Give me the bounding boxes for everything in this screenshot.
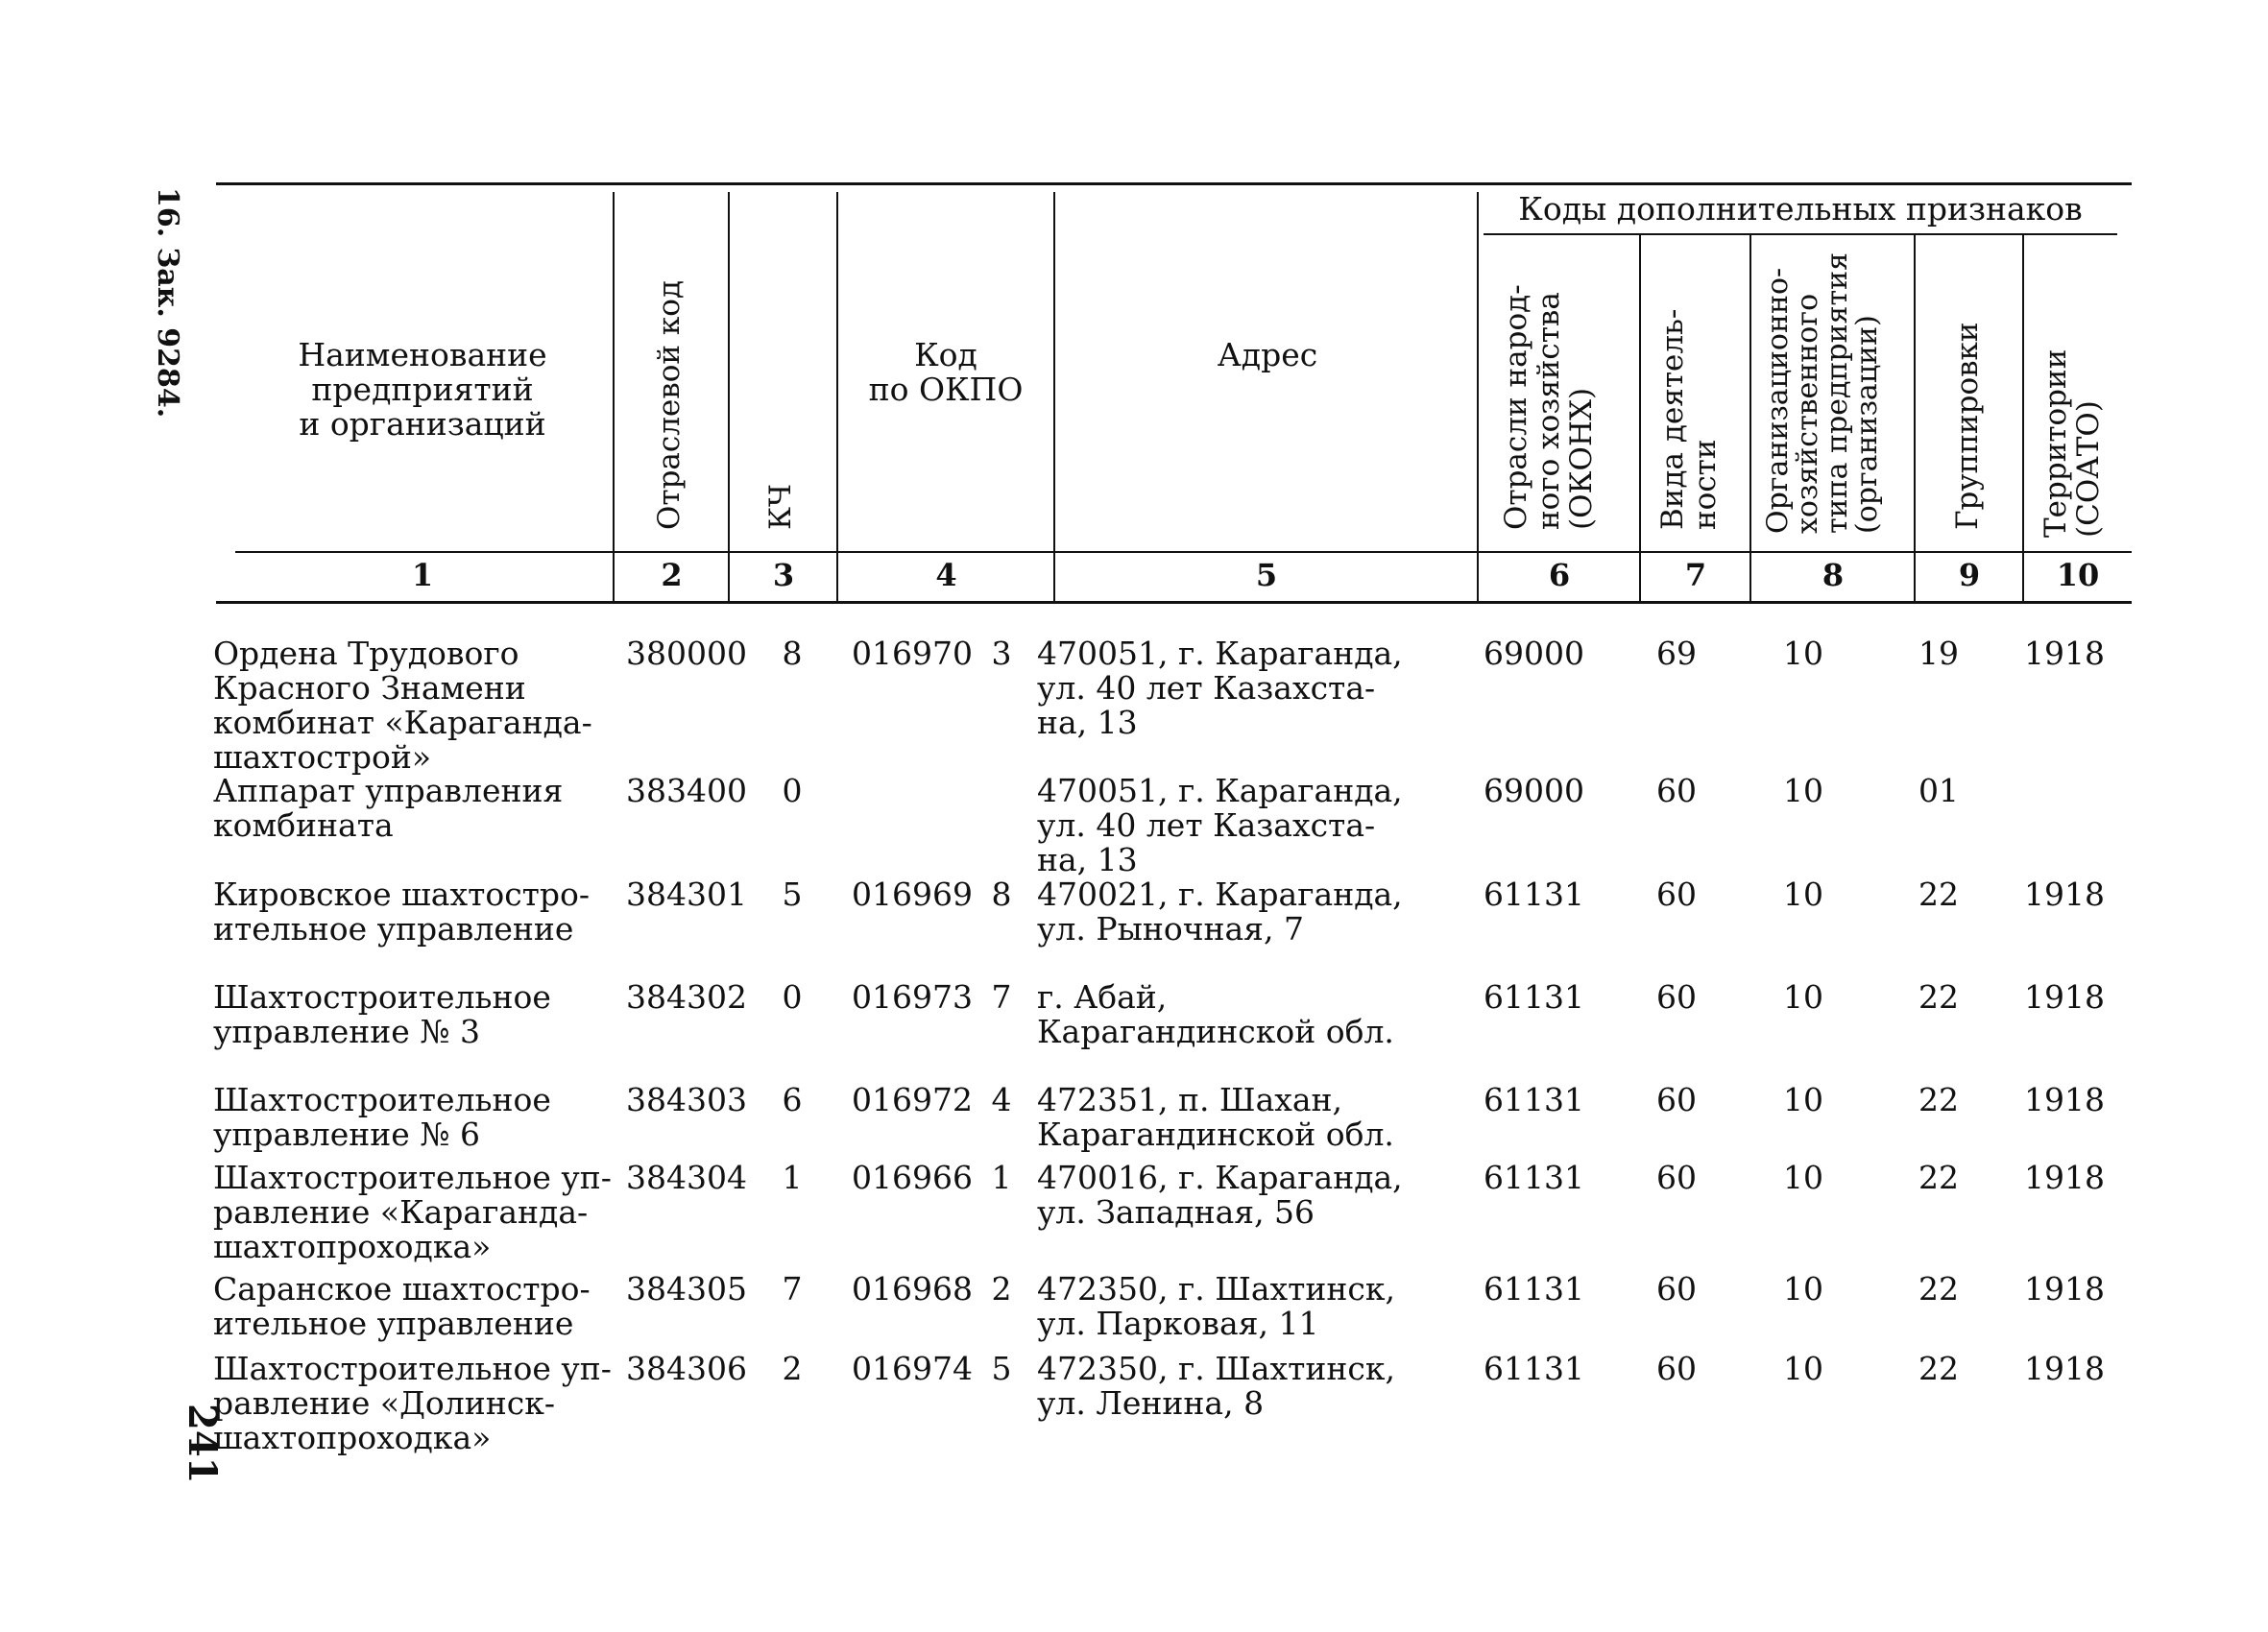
activity-code: 60: [1656, 1270, 1697, 1308]
okpo-check-digit: 2: [991, 1270, 1012, 1308]
header-line: Вида деятель-: [1655, 308, 1690, 530]
okonh-code: 61131: [1484, 876, 1584, 913]
org-type-code: 10: [1783, 772, 1823, 809]
activity-code: 60: [1656, 876, 1697, 913]
org-name: [213, 774, 563, 843]
text-line: 472351, п. Шахан,: [1037, 1081, 1343, 1118]
kch-value: 0: [782, 978, 803, 1016]
header-line: (СОАТО): [2071, 400, 2106, 538]
org-type-code: 10: [1783, 1159, 1823, 1196]
industry-code: 384302: [626, 978, 747, 1016]
text-line: шахтопроходка»: [213, 1419, 492, 1456]
text-line: управление № 6: [213, 1116, 481, 1153]
header-grouping: Группировки: [1950, 322, 1985, 530]
address: [1037, 1352, 1395, 1421]
territory-code: 1918: [2024, 635, 2105, 672]
territory-code: 1918: [2024, 1350, 2105, 1387]
text-line: шахтопроходка»: [213, 1228, 492, 1265]
header-additional-codes: Коды дополнительных признаков: [1518, 190, 2083, 228]
address: [1037, 1161, 1403, 1230]
text-line: равление «Долинск-: [213, 1384, 555, 1422]
column-number: 3: [772, 557, 795, 593]
address: [1037, 1272, 1395, 1341]
address: [1037, 774, 1403, 877]
org-name: [213, 1272, 591, 1341]
table-top-rule: [216, 182, 2132, 185]
column-number: 9: [1958, 557, 1981, 593]
org-name: [213, 1161, 612, 1264]
text-line: комбинат «Караганда-: [213, 704, 592, 741]
text-line: 470016, г. Караганда,: [1037, 1159, 1403, 1196]
text-line: Шахтостроительное: [213, 978, 551, 1016]
kch-value: 8: [782, 635, 803, 672]
text-line: ительное управление: [213, 910, 574, 948]
kch-value: 1: [782, 1159, 803, 1196]
activity-code: 60: [1656, 1081, 1697, 1118]
header-line: (ОКОНХ): [1564, 387, 1599, 530]
okpo-code: 016966: [852, 1159, 973, 1196]
grouping-code: 22: [1918, 1159, 1959, 1196]
column-number: 6: [1548, 557, 1571, 593]
activity-code: 60: [1656, 1159, 1697, 1196]
column-divider: [1477, 192, 1479, 601]
header-line: и организаций: [299, 405, 546, 443]
header-line: ного хозяйства: [1532, 292, 1566, 530]
org-type-code: 10: [1783, 1350, 1823, 1387]
text-line: ул. Рыночная, 7: [1037, 910, 1304, 948]
org-type-code: 10: [1783, 635, 1823, 672]
text-line: 470021, г. Караганда,: [1037, 876, 1403, 913]
text-line: Шахтостроительное уп-: [213, 1159, 612, 1196]
text-line: ул. Парковая, 11: [1037, 1305, 1319, 1342]
kch-value: 6: [782, 1081, 803, 1118]
okpo-code: 016970: [852, 635, 973, 672]
org-name: [213, 877, 590, 947]
text-line: 470051, г. Караганда,: [1037, 772, 1403, 809]
text-line: на, 13: [1037, 841, 1138, 878]
org-type-code: 10: [1783, 978, 1823, 1016]
header-industry-code: Отраслевой код: [652, 279, 687, 530]
header-line: Отрасли народ-: [1499, 284, 1533, 530]
text-line: Карагандинской обл.: [1037, 1116, 1394, 1153]
column-divider: [1639, 235, 1641, 601]
text-line: ул. Ленина, 8: [1037, 1384, 1265, 1422]
header-kch: КЧ: [763, 484, 798, 530]
text-line: Шахтостроительное уп-: [213, 1350, 612, 1387]
text-line: Красного Знамени: [213, 669, 526, 707]
text-line: шахтострой»: [213, 738, 432, 776]
grouping-code: 22: [1918, 978, 1959, 1016]
activity-code: 60: [1656, 1350, 1697, 1387]
column-number: 2: [661, 557, 683, 593]
address: [1037, 1083, 1394, 1152]
activity-code: 60: [1656, 978, 1697, 1016]
org-name: [213, 1083, 551, 1152]
text-line: комбината: [213, 806, 394, 844]
org-name: [213, 980, 551, 1049]
text-line: ул. 40 лет Казахста-: [1037, 806, 1376, 844]
text-line: Кировское шахтостро-: [213, 876, 591, 913]
okonh-code: 61131: [1484, 1159, 1584, 1196]
kch-value: 0: [782, 772, 803, 809]
header-line: ности: [1688, 439, 1723, 530]
header-okonh: [1500, 284, 1598, 530]
okpo-check-digit: 8: [991, 876, 1012, 913]
grouping-code: 01: [1918, 772, 1959, 809]
header-line: (организации): [1850, 315, 1884, 534]
org-type-code: 10: [1783, 876, 1823, 913]
okpo-check-digit: 4: [991, 1081, 1012, 1118]
text-line: Аппарат управления: [213, 772, 564, 809]
org-name: [213, 636, 592, 775]
industry-code: 384306: [626, 1350, 747, 1387]
header-line: Наименование: [298, 336, 547, 373]
okpo-check-digit: 1: [991, 1159, 1012, 1196]
header-org-type: [1763, 252, 1882, 534]
kch-value: 5: [782, 876, 803, 913]
okonh-code: 69000: [1484, 772, 1584, 809]
okonh-code: 61131: [1484, 978, 1584, 1016]
header-line: предприятий: [311, 371, 534, 408]
activity-code: 69: [1656, 635, 1697, 672]
territory-code: 1918: [2024, 1081, 2105, 1118]
address: [1037, 877, 1403, 947]
text-line: ул. 40 лет Казахста-: [1037, 669, 1376, 707]
text-line: ительное управление: [213, 1305, 574, 1342]
text-line: Карагандинской обл.: [1037, 1013, 1394, 1050]
header-line: Организационно-: [1761, 267, 1795, 534]
okpo-code: 016972: [852, 1081, 973, 1118]
text-line: г. Абай,: [1037, 978, 1168, 1016]
text-line: ул. Западная, 56: [1037, 1193, 1315, 1231]
okonh-code: 61131: [1484, 1270, 1584, 1308]
industry-code: 384303: [626, 1081, 747, 1118]
territory-code: 1918: [2024, 1270, 2105, 1308]
okpo-code: 016969: [852, 876, 973, 913]
address: [1037, 636, 1403, 740]
industry-code: 384301: [626, 876, 747, 913]
column-number: 8: [1822, 557, 1845, 593]
page-number: 241: [180, 1404, 225, 1484]
column-divider: [613, 192, 615, 601]
column-number: 7: [1684, 557, 1707, 593]
grouping-code: 19: [1918, 635, 1959, 672]
okpo-code: 016974: [852, 1350, 973, 1387]
text-line: 470051, г. Караганда,: [1037, 635, 1403, 672]
header-name-column: [240, 338, 605, 442]
address: [1037, 980, 1394, 1049]
org-name: [213, 1352, 612, 1455]
okpo-code: 016973: [852, 978, 973, 1016]
grouping-code: 22: [1918, 1270, 1959, 1308]
text-line: Шахтостроительное: [213, 1081, 551, 1118]
column-number: 4: [935, 557, 957, 593]
text-line: Ордена Трудового: [213, 635, 519, 672]
org-type-code: 10: [1783, 1081, 1823, 1118]
text-line: 472350, г. Шахтинск,: [1037, 1270, 1396, 1308]
industry-code: 384305: [626, 1270, 747, 1308]
column-divider: [1053, 192, 1055, 601]
activity-code: 60: [1656, 772, 1697, 809]
territory-code: 1918: [2024, 1159, 2105, 1196]
text-line: равление «Караганда-: [213, 1193, 589, 1231]
header-line: типа предприятия: [1821, 252, 1854, 534]
territory-code: 1918: [2024, 876, 2105, 913]
industry-code: 384304: [626, 1159, 747, 1196]
kch-value: 7: [782, 1270, 803, 1308]
column-number: 1: [411, 557, 434, 593]
column-numbers-rule: [216, 601, 2132, 604]
column-divider: [836, 192, 838, 601]
industry-code: 383400: [626, 772, 747, 809]
text-line: 472350, г. Шахтинск,: [1037, 1350, 1396, 1387]
column-divider: [728, 192, 730, 601]
text-line: управление № 3: [213, 1013, 481, 1050]
text-line: на, 13: [1037, 704, 1138, 741]
header-line: Код: [914, 336, 977, 373]
header-line: хозяйственного: [1791, 293, 1824, 534]
okonh-code: 61131: [1484, 1350, 1584, 1387]
header-bottom-rule: [235, 551, 2132, 553]
text-line: Саранское шахтостро-: [213, 1270, 591, 1308]
okonh-code: 61131: [1484, 1081, 1584, 1118]
header-territory: [2039, 349, 2105, 538]
header-okpo-code: [845, 338, 1047, 407]
kch-value: 2: [782, 1350, 803, 1387]
grouping-code: 22: [1918, 876, 1959, 913]
grouping-code: 22: [1918, 1350, 1959, 1387]
okpo-check-digit: 3: [991, 635, 1012, 672]
header-line: Территории: [2039, 348, 2073, 538]
okonh-code: 69000: [1484, 635, 1584, 672]
okpo-check-digit: 7: [991, 978, 1012, 1016]
industry-code: 380000: [626, 635, 747, 672]
grouping-code: 22: [1918, 1081, 1959, 1118]
territory-code: 1918: [2024, 978, 2105, 1016]
print-order-note: 16. Зак. 9284.: [151, 187, 184, 419]
header-activity-type: [1656, 309, 1722, 530]
header-address: Адрес: [1217, 336, 1318, 373]
org-type-code: 10: [1783, 1270, 1823, 1308]
column-divider: [1914, 235, 1916, 601]
okpo-check-digit: 5: [991, 1350, 1012, 1387]
column-divider: [2022, 235, 2024, 601]
column-divider: [1749, 235, 1751, 601]
column-number: 5: [1255, 557, 1278, 593]
okpo-code: 016968: [852, 1270, 973, 1308]
header-line: по ОКПО: [868, 371, 1024, 408]
column-number: 10: [2056, 557, 2100, 593]
